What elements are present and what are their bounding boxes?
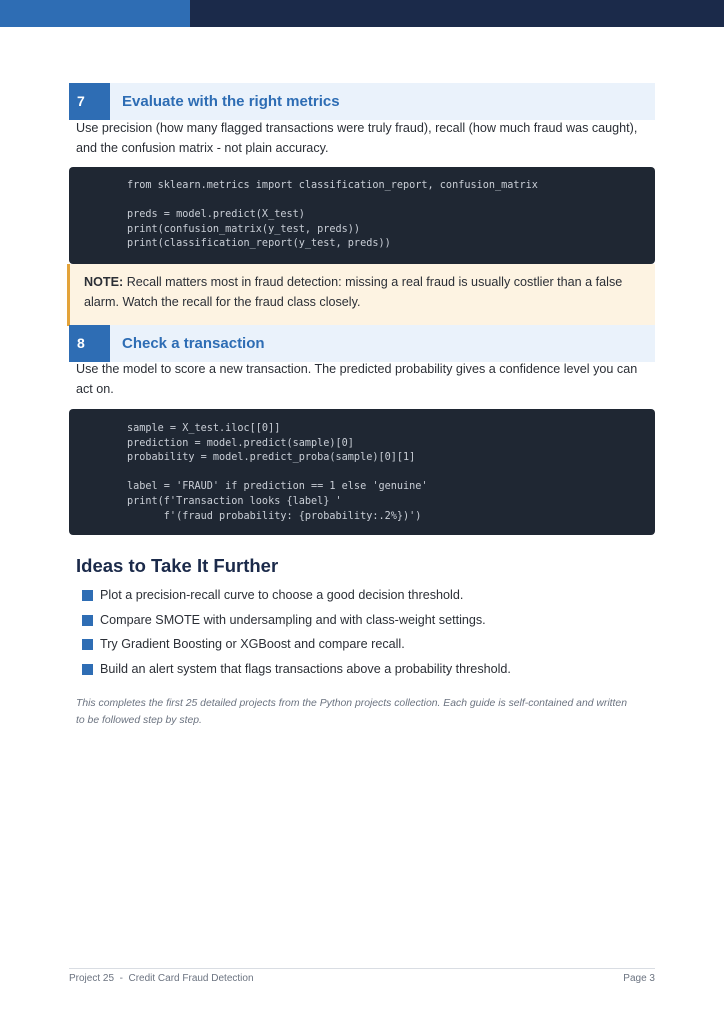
section-title: Ideas to Take It Further (76, 555, 279, 576)
code-line: print(classification_report(y_test, preds)) (127, 238, 391, 250)
step-7-description: Use precision (how many flagged transactions were truly fraud), recall (how much fraud was caught), and the confusion matrix - not plain accuracy. (76, 121, 638, 155)
code-line: label = 'FRAUD' if prediction == 1 else 'genuine' (127, 481, 428, 493)
step-title: Evaluate with the right metrics (122, 93, 340, 110)
list-item (82, 634, 652, 659)
code-line: print(f'Transaction looks {label} ' (127, 495, 342, 507)
square-bullet-icon (82, 590, 93, 601)
step-8-header (69, 325, 655, 362)
step-number: 8 (69, 325, 110, 362)
note-text: Recall matters most in fraud detection: missing a real fraud is usually costlier than a false alarm. Watch the recall for the fraud class closely. (84, 275, 623, 309)
code-line: preds = model.predict(X_test) (127, 209, 305, 221)
step-7-code-block (69, 167, 655, 264)
code-line: print(confusion_matrix(y_test, preds)) (127, 223, 361, 235)
code-line: f'(fraud probability: {probability:.2%})') (127, 510, 422, 522)
step-8-code-block (69, 409, 655, 535)
step-title: Check a transaction (122, 335, 265, 352)
top-banner-accent (0, 0, 190, 27)
ideas-list (82, 585, 652, 683)
square-bullet-icon (82, 664, 93, 675)
list-item (82, 659, 652, 684)
code-line: probability = model.predict_proba(sample)[0][1] (127, 452, 416, 464)
step-8-description: Use the model to score a new transaction. The predicted probability gives a confidence level you can act on. (76, 362, 638, 396)
step-7-header (69, 83, 655, 120)
list-item (82, 585, 652, 610)
code-line: prediction = model.predict(sample)[0] (127, 437, 354, 449)
code-line (127, 194, 655, 209)
square-bullet-icon (82, 639, 93, 650)
footer-page-number: Page 3 (623, 973, 655, 984)
list-item-text: Build an alert system that flags transactions above a probability threshold. (100, 661, 511, 676)
note-label: NOTE: (84, 275, 124, 289)
footer-divider (69, 968, 655, 969)
code-line (127, 466, 655, 481)
top-banner (0, 0, 724, 27)
list-item-text: Compare SMOTE with undersampling and with class-weight settings. (100, 612, 486, 627)
footer-project-label: Project 25 - Credit Card Fraud Detection (69, 973, 254, 984)
list-item-text: Try Gradient Boosting or XGBoost and compare recall. (100, 637, 405, 652)
list-item (82, 610, 652, 635)
code-line: from sklearn.metrics import classification_report, confusion_matrix (127, 180, 538, 191)
list-item-text: Plot a precision-recall curve to choose a good decision threshold. (100, 588, 464, 602)
note-callout (67, 264, 655, 326)
closing-remark: This completes the first 25 detailed projects from the Python projects collection. Each guide is self-contained and written to be followed step by step. (76, 698, 627, 726)
code-line: sample = X_test.iloc[[0]] (127, 423, 281, 434)
square-bullet-icon (82, 615, 93, 626)
step-number: 7 (69, 83, 110, 120)
